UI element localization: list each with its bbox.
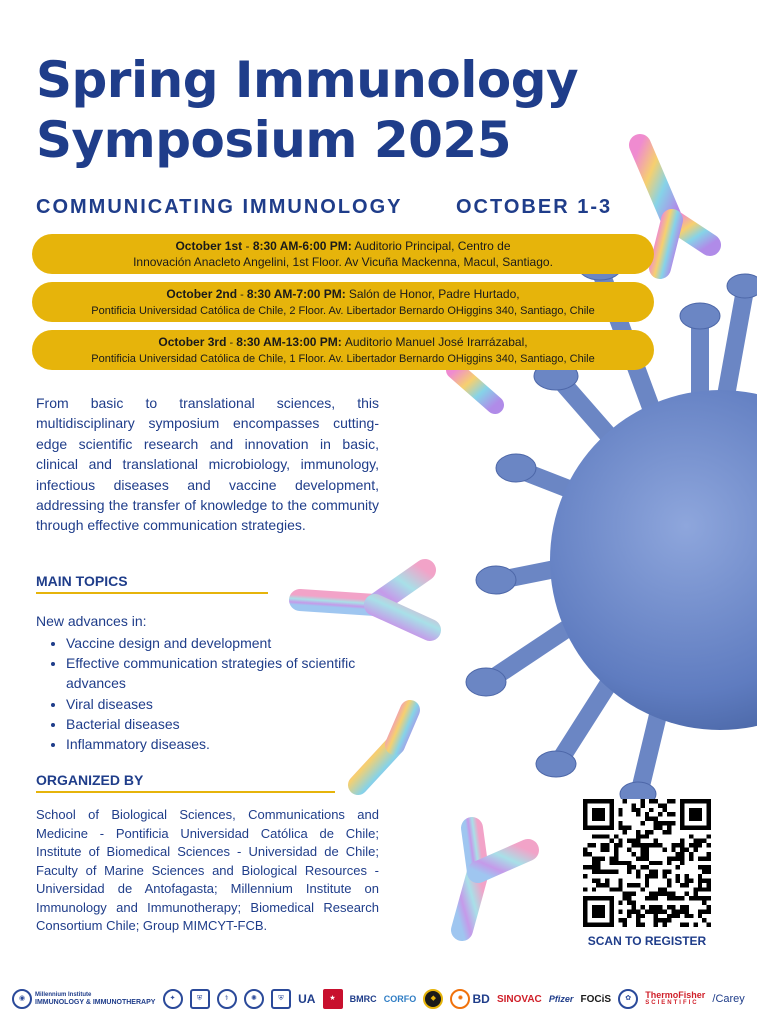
list-item: • Effective communication strategies of scientific advances [66,653,396,693]
thermofisher-logo [645,991,705,1007]
bd-icon: ✹ [450,989,470,1009]
thermofisher-text: ThermoFisher [645,990,706,1000]
main-topics-divider [36,592,268,594]
day-3-time: 8:30 AM-13:00 PM: [236,335,342,349]
organizers-paragraph: School of Biological Sciences, Communications and Medicine - Pontificia Universidad Católica de Chile; Institute of Biomedical Sciences - Universidad de Chile; Faculty of Marine Sciences and Biological Resources - Universidad de Antofagasta; Millennium Institute on Immunology and Immunotherapy; Biomedical Research Consortium Chile; Group MIMCYT-FCB. [36,807,379,933]
university-seal-icon: ✦ [163,989,183,1009]
sinovac-logo: SINOVAC [496,993,542,1005]
day-3-venue: Auditorio Manuel José Irarrázabal, [344,335,528,349]
event-dates: OCTOBER 1-3 [456,196,613,218]
institute-seal-icon: ✺ [244,989,264,1009]
schedule-day-3: October 3rd - 8:30 AM-13:00 PM: Auditorio Manuel José Irarrázabal, Pontificia Universidad Católica de Chile, 1 Floor. Av. Libertador Bernardo OHiggins 340, Santiago, Chile [32,330,654,370]
day-2-date: October 2nd [166,287,238,301]
ua-logo: UA [298,991,316,1006]
focis-logo: FOCiS [580,993,612,1005]
day-1-address: Innovación Anacleto Angelini, 1st Floor. Av Vicuña Mackenna, Macul, Santiago. [133,255,553,269]
day-3-address: Pontificia Universidad Católica de Chile, 1 Floor. Av. Libertador Bernardo OHiggins 340, Santiago, Chile [91,353,595,365]
list-item: • Viral diseases [66,694,396,714]
chile-gov-icon: ★ [323,989,343,1009]
antibody-graphic-under-pills [455,370,495,405]
miii-logo-top: Millennium Institute [35,992,92,998]
organized-by-heading: ORGANIZED BY [36,772,144,788]
schedule-day-1: October 1st - 8:30 AM-6:00 PM: Auditorio Principal, Centro de Innovación Anacleto Angelini, 1st Floor. Av Vicuña Mackenna, Macul, Santiago. [32,234,654,274]
miii-icon: ◉ [12,989,32,1009]
schedule-day-2: October 2nd - 8:30 AM-7:00 PM: Salón de Honor, Padre Hurtado, Pontificia Universidad Católica de Chile, 2 Floor. Av. Libertador Bernardo OHiggins 340, Santiago, Chile [32,282,654,322]
list-item: • Inflammatory diseases. [66,734,396,754]
yellow-seal-icon: ◆ [423,989,443,1009]
antibody-graphic-center [300,570,430,630]
bd-text: BD [472,991,490,1006]
event-title [36,50,578,170]
carey-logo: /Carey [712,992,745,1005]
day-3-date: October 3rd [158,335,227,349]
bmrc-logo: BMRC [349,993,377,1004]
miii-logo-text: IMMUNOLOGY & IMMUNOTHERAPY [35,999,156,1006]
registration-qr-code[interactable] [583,799,711,927]
list-item: • Vaccine design and development [66,633,396,653]
title-line-2: Symposium 2025 [36,111,512,169]
bd-logo [450,989,489,1009]
antibody-graphic-bottom [462,828,528,930]
pfizer-logo: Pfizer [548,993,574,1004]
main-topics-heading: MAIN TOPICS [36,573,128,589]
organized-by-divider [36,791,335,793]
day-2-address: Pontificia Universidad Católica de Chile, 2 Floor. Av. Libertador Bernardo OHiggins 340, Santiago, Chile [91,305,595,317]
thermofisher-sub: SCIENTIFIC [645,1000,699,1006]
sponsor-logos [12,986,745,1012]
topics-list [46,633,396,754]
puc-shield-icon: ⛨ [271,989,291,1009]
scan-to-register-label: SCAN TO REGISTER [587,934,707,948]
day-1-venue: Auditorio Principal, Centro de [354,239,511,253]
society-seal-icon: ✿ [618,989,638,1009]
uchile-shield-icon: ⛨ [190,989,210,1009]
list-item: • Bacterial diseases [66,714,396,734]
day-2-venue: Salón de Honor, Padre Hurtado, [348,287,520,301]
day-1-time: 8:30 AM-6:00 PM: [252,239,352,253]
event-theme: COMMUNICATING IMMUNOLOGY [36,196,403,218]
day-2-time: 8:30 AM-7:00 PM: [246,287,346,301]
day-1-date: October 1st [175,239,243,253]
intro-paragraph: From basic to translational sciences, this multidisciplinary symposium encompasses cutting-edge scientific research and innovation in basic, clinical and translational microbiology, immunology, infectious diseases and vaccine development, addressing the transfer of knowledge to the community through effective communication strategies. [36,395,379,534]
corfo-logo: CORFO [383,993,417,1004]
miii-logo [12,989,155,1009]
topics-intro: New advances in: [36,613,147,629]
title-line-1: Spring Immunology [36,51,579,109]
faculty-seal-icon: ⚕ [217,989,237,1009]
